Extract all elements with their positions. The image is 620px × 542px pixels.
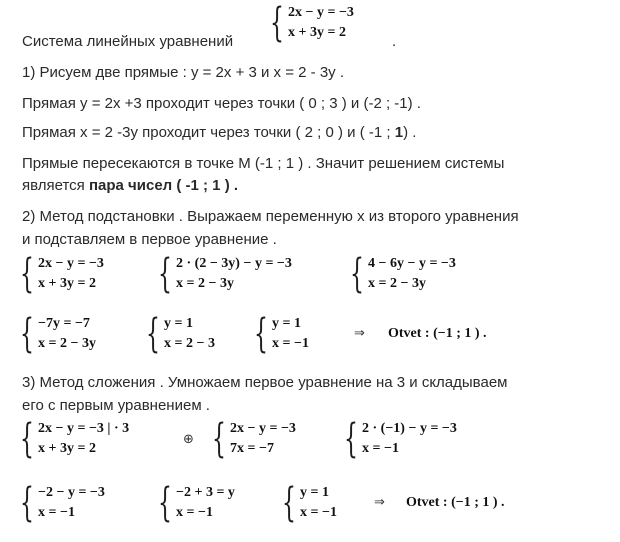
equation: 2x − y = −3 xyxy=(230,421,296,436)
equation: 2 · (2 − 3y) − y = −3 xyxy=(176,256,292,271)
left-brace: { xyxy=(20,480,34,526)
equation: y = 1 xyxy=(164,316,193,331)
equation: 2 · (−1) − y = −3 xyxy=(362,421,457,436)
step2-line: 2) Метод подстановки . Выражаем переменную x из второго уравнения xyxy=(22,208,519,225)
step1-conclusion: является пара чисел ( -1 ; 1 ) . xyxy=(22,177,239,194)
equation: −7y = −7 xyxy=(38,316,90,331)
equation: x = −1 xyxy=(38,505,75,520)
intro-label: Система линейных уравнений xyxy=(22,33,234,50)
equation: −2 − y = −3 xyxy=(38,485,105,500)
equation: x = −1 xyxy=(176,505,213,520)
equation: x = −1 xyxy=(300,505,337,520)
equation-system xyxy=(20,480,105,526)
equation: x = 2 − 3 xyxy=(164,336,215,351)
left-brace: { xyxy=(20,311,34,357)
equation: x + 3y = 2 xyxy=(38,276,96,291)
step1-line: Прямая x = 2 -3y проходит через точки ( 2 ; 0 ) и ( -1 ; 1) . xyxy=(22,124,417,141)
equation-system xyxy=(212,416,296,462)
left-brace: { xyxy=(254,311,268,357)
left-brace: { xyxy=(282,480,296,526)
equation: 2x − y = −3 | · 3 xyxy=(38,421,130,436)
add-circle-icon: ⊕ xyxy=(183,432,194,447)
equation-system xyxy=(254,311,309,357)
equation-system xyxy=(158,480,235,526)
step1-line: Прямые пересекаются в точке M (-1 ; 1 ) . Значит решением системы xyxy=(22,155,505,172)
equation-system xyxy=(20,251,104,297)
answer: Otvet : (−1 ; 1 ) . xyxy=(388,326,487,341)
left-brace: { xyxy=(212,416,226,462)
equation-system xyxy=(158,251,292,297)
implies-arrow-icon: ⇒ xyxy=(374,495,385,510)
left-brace: { xyxy=(344,416,358,462)
equation-system xyxy=(344,416,457,462)
equation: x = −1 xyxy=(362,441,399,456)
step3-line: его с первым уравнением . xyxy=(22,397,210,414)
left-brace: { xyxy=(20,416,34,462)
equation: 7x = −7 xyxy=(230,441,274,456)
equation: x = 2 − 3y xyxy=(368,276,426,291)
equation: x + 3y = 2 xyxy=(38,441,96,456)
equation: x = 2 − 3y xyxy=(176,276,234,291)
left-brace: { xyxy=(146,311,160,357)
equation-system xyxy=(20,311,96,357)
equation: y = 1 xyxy=(300,485,329,500)
left-brace: { xyxy=(350,251,364,297)
answer: Otvet : (−1 ; 1 ) . xyxy=(406,495,505,510)
step1-line: 1) Рисуем две прямые : y = 2x + 3 и x = 2 - 3y . xyxy=(22,64,344,81)
equation: 2x − y = −3 xyxy=(288,5,354,20)
step3-line: 3) Метод сложения . Умножаем первое уравнение на 3 и складываем xyxy=(22,374,508,391)
equation: 2x − y = −3 xyxy=(38,256,104,271)
equation: x = −1 xyxy=(272,336,309,351)
left-brace: { xyxy=(158,480,172,526)
left-brace: { xyxy=(20,251,34,297)
left-brace: { xyxy=(270,0,284,46)
implies-arrow-icon: ⇒ xyxy=(354,326,365,341)
step2-line: и подставляем в первое уравнение . xyxy=(22,231,277,248)
equation-system xyxy=(146,311,215,357)
left-brace: { xyxy=(158,251,172,297)
equation: 4 − 6y − y = −3 xyxy=(368,256,456,271)
equation-system xyxy=(282,480,337,526)
equation: x + 3y = 2 xyxy=(288,25,346,40)
equation: x = 2 − 3y xyxy=(38,336,96,351)
equation-system xyxy=(350,251,456,297)
intro-system xyxy=(270,0,354,46)
step1-line: Прямая y = 2x +3 проходит через точки ( 0 ; 3 ) и (-2 ; -1) . xyxy=(22,95,421,112)
intro-dot: . xyxy=(392,33,397,50)
equation-system xyxy=(20,416,130,462)
equation: y = 1 xyxy=(272,316,301,331)
equation: −2 + 3 = y xyxy=(176,485,235,500)
